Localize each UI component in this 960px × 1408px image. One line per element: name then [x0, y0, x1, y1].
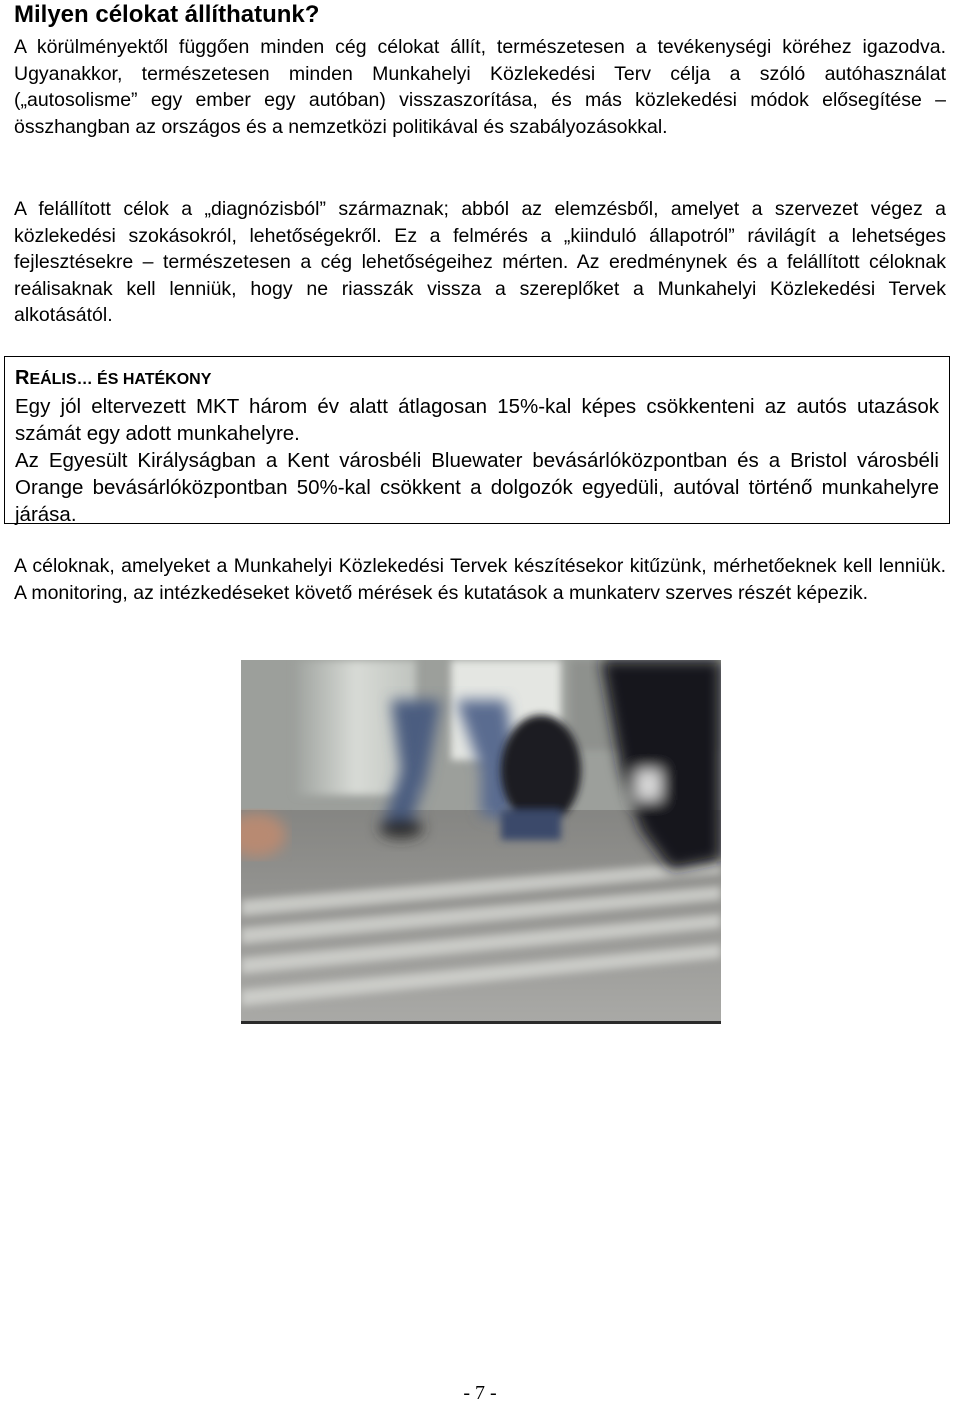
page-heading: Milyen célokat állíthatunk?	[14, 1, 320, 28]
commuters-photo	[241, 660, 721, 1022]
box-title: REÁLIS… ÉS HATÉKONY	[15, 367, 212, 389]
box-paragraph-uk-example: Az Egyesült Királyságban a Kent városbéli Bluewater bevásárlóközpontban és a Bristol városbéli Orange bevásárlóközpontban 50%-kal csökkent a dolgozók egyedüli, autóval történő munkahelyre járása.	[15, 449, 939, 526]
box-paragraph-mkt: Egy jól eltervezett MKT három év alatt átlagosan 15%-kal képes csökkenteni az autós utazások számát egy adott munkahelyre.	[15, 395, 939, 445]
realistic-effective-box	[4, 356, 950, 524]
goals-paragraph: A céloknak, amelyeket a Munkahelyi Közlekedési Tervek készítésekor kitűzünk, mérhetőeknek kell lenniük. A monitoring, az intézkedéseket követő mérések és kutatások a munkaterv szerves részét képezik.	[14, 555, 946, 604]
photo-underline	[241, 1021, 721, 1024]
intro-paragraph: A körülményektől függően minden cég célokat állít, természetesen a tevékenységi köréhez igazodva. Ugyanakkor, természetesen minden Munkahelyi Közlekedési Terv célja a szóló autóhasználat („autosolisme” egy ember egy autóban) visszaszorítása, és más közlekedési módok elősegítése – összhangban az országos és a nemzetközi politikával és szabályozásokkal.	[14, 36, 946, 138]
page-number: - 7 -	[463, 1382, 497, 1404]
diagnosis-paragraph: A felállított célok a „diagnózisból” származnak; abból az elemzésből, amelyet a szervezet végez a közlekedési szokásokról, lehetőségekről. Ez a felmérés a „kiinduló állapotról” rávilágít a lehetséges fejlesztésekre – természetesen a cég lehetőségeihez mérten. Az eredménynek és a felállított céloknak reálisaknak kell lenniük, hogy ne riasszák vissza a szereplőket a Munkahelyi Közlekedési Tervek alkotásától.	[14, 198, 946, 326]
